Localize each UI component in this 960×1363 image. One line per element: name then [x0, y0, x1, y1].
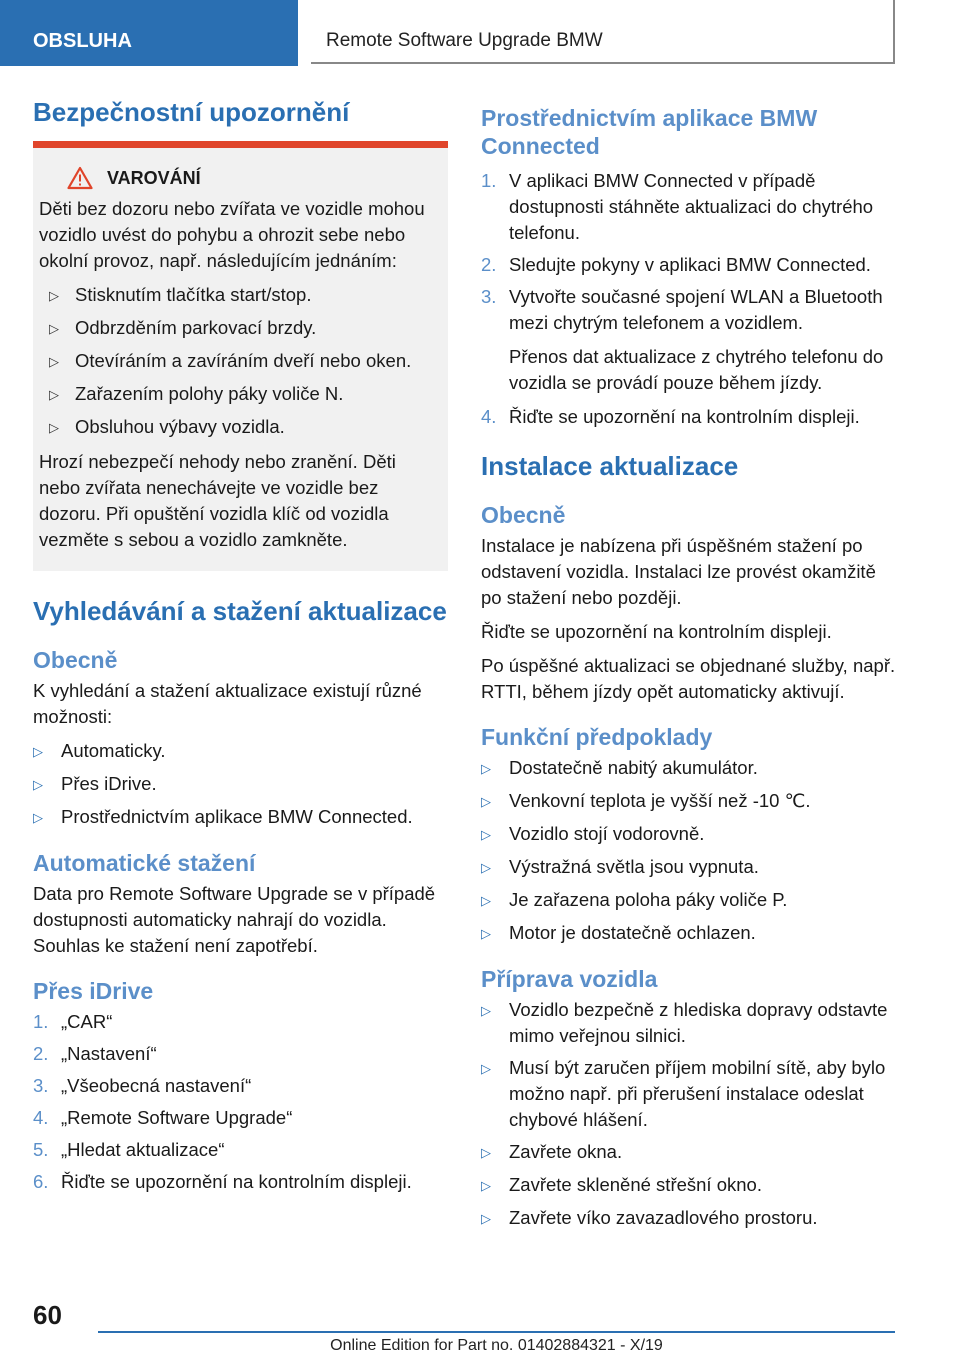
- safety-heading: Bezpečnostní upozornění: [33, 97, 350, 127]
- list-item: ▷ Venkovní teplota je vyšší než -10 ℃.: [481, 788, 901, 815]
- bullet-triangle-icon: ▷: [481, 1061, 491, 1076]
- bullet-triangle-icon: ▷: [481, 827, 491, 842]
- edition-text: Online Edition for Part no. 01402884321 - X/19: [330, 1337, 663, 1354]
- auto-download-text: Data pro Remote Software Upgrade se v případě dostupnosti automaticky nahrají do vozidla. Souhlas ke stažení není zapotřebí.: [33, 883, 436, 956]
- step-item: 3. „Všeobecná nastavení“: [33, 1075, 252, 1096]
- options-list: [33, 738, 448, 831]
- bullet-triangle-icon: ▷: [481, 1003, 491, 1018]
- bullet-triangle-icon: ▷: [49, 354, 59, 369]
- list-item: ▷ Odbrzděním parkovací brzdy.: [39, 315, 436, 342]
- prereq-list: [481, 755, 901, 947]
- list-item: ▷ Otevíráním a zavíráním dveří nebo oken.: [39, 348, 436, 375]
- bullet-triangle-icon: ▷: [481, 1145, 491, 1160]
- list-item: ▷ Přes iDrive.: [33, 771, 448, 798]
- install-text-2: Řiďte se upozornění na kontrolním displeji.: [481, 621, 832, 642]
- step-item: 2. „Nastavení“: [33, 1043, 157, 1064]
- list-item: ▷ Zavřete víko zavazadlového prostoru.: [481, 1205, 901, 1232]
- bullet-triangle-icon: ▷: [481, 1178, 491, 1193]
- list-item: ▷ Zavřete okna.: [481, 1139, 901, 1166]
- bullet-triangle-icon: ▷: [33, 810, 43, 825]
- section-tab: OBSLUHA: [0, 0, 298, 66]
- install-text-1: Instalace je nabízena při úspěšném stažení po odstavení vozidla. Instalaci lze provést okamžitě po stažení nebo později.: [481, 535, 876, 608]
- list-item: ▷ Vozidlo bezpečně z hlediska dopravy odstavte mimo veřejnou silnici.: [481, 997, 901, 1049]
- idrive-steps: [33, 1009, 448, 1195]
- list-item: ▷ Stisknutím tlačítka start/stop.: [39, 282, 436, 309]
- prep-subheading: Příprava vozidla: [481, 966, 658, 992]
- bullet-triangle-icon: ▷: [49, 420, 59, 435]
- list-item: ▷ Je zařazena poloha páky voliče P.: [481, 887, 901, 914]
- install-text-3: Po úspěšné aktualizaci se objednané služby, např. RTTI, během jízdy opět automaticky aktivují.: [481, 655, 896, 702]
- list-item: ▷ Musí být zaručen příjem mobilní sítě, aby bylo možno např. při přerušení instalace odeslat chybové hlášení.: [481, 1055, 901, 1133]
- list-item: ▷ Automaticky.: [33, 738, 448, 765]
- right-column: [481, 104, 901, 1240]
- warning-header: [39, 166, 436, 190]
- page-number: 60: [33, 1300, 62, 1330]
- app-steps-continued: [481, 404, 901, 430]
- step-item: 4. „Remote Software Upgrade“: [33, 1107, 293, 1128]
- list-item: ▷ Zařazením polohy páky voliče N.: [39, 381, 436, 408]
- step-note: Přenos dat aktualizace z chytrého telefonu do vozidla se provádí pouze během jízdy.: [509, 346, 884, 393]
- general-text: K vyhledání a stažení aktualizace existují různé možnosti:: [33, 680, 422, 727]
- list-item: ▷ Vozidlo stojí vodorovně.: [481, 821, 901, 848]
- bullet-triangle-icon: ▷: [33, 744, 43, 759]
- list-item: ▷ Dostatečně nabitý akumulátor.: [481, 755, 901, 782]
- step-item: 3. Vytvořte současné spojení WLAN a Bluetooth mezi chytrým telefonem a vozidlem.: [481, 286, 883, 333]
- search-heading: Vyhledávání a stažení aktualizace: [33, 596, 447, 626]
- list-item: ▷ Výstražná světla jsou vypnuta.: [481, 854, 901, 881]
- bullet-triangle-icon: ▷: [481, 1211, 491, 1226]
- bullet-triangle-icon: ▷: [49, 288, 59, 303]
- bullet-triangle-icon: ▷: [49, 387, 59, 402]
- warning-bar: [33, 141, 448, 148]
- step-item: 4. Řiďte se upozornění na kontrolním displeji.: [481, 406, 860, 427]
- list-item: ▷ Obsluhou výbavy vozidla.: [39, 414, 436, 441]
- bullet-triangle-icon: ▷: [49, 321, 59, 336]
- left-column: [33, 98, 448, 1203]
- bullet-triangle-icon: ▷: [33, 777, 43, 792]
- bullet-triangle-icon: ▷: [481, 761, 491, 776]
- prereq-subheading: Funkční předpoklady: [481, 724, 713, 750]
- bullet-triangle-icon: ▷: [481, 893, 491, 908]
- step-item: 2. Sledujte pokyny v aplikaci BMW Connected.: [481, 254, 871, 275]
- chapter-title: Remote Software Upgrade BMW: [311, 0, 895, 64]
- idrive-subheading: Přes iDrive: [33, 978, 154, 1004]
- step-item: 1. V aplikaci BMW Connected v případě dostupnosti stáhněte aktualizaci do chytrého telefonu.: [481, 170, 874, 243]
- bullet-triangle-icon: ▷: [481, 926, 491, 941]
- footer-edition: [98, 1331, 895, 1363]
- page-header: [0, 0, 960, 66]
- warning-list: [39, 282, 436, 441]
- step-item: 6. Řiďte se upozornění na kontrolním displeji.: [33, 1171, 412, 1192]
- warning-title: VAROVÁNÍ: [107, 167, 201, 188]
- warning-box: [33, 148, 448, 571]
- step-item: 1. „CAR“: [33, 1011, 113, 1032]
- prep-list: [481, 997, 901, 1232]
- bullet-triangle-icon: ▷: [481, 794, 491, 809]
- warning-outro: Hrozí nebezpečí nehody nebo zranění. Děti nebo zvířata nenechávejte ve vozidle bez dozoru. Při opuštění vozidla klíč od vozidla vezměte s sebou a vozidlo zamkněte.: [39, 451, 396, 550]
- app-steps: [481, 168, 901, 336]
- warning-triangle-icon: [67, 166, 93, 190]
- list-item: ▷ Motor je dostatečně ochlazen.: [481, 920, 901, 947]
- warning-intro: Děti bez dozoru nebo zvířata ve vozidle mohou vozidlo uvést do pohybu a ohrozit sebe nebo okolní provoz, např. následujícím jednáním:: [39, 198, 425, 271]
- general-subheading: Obecně: [33, 647, 118, 673]
- auto-download-subheading: Automatické stažení: [33, 850, 256, 876]
- list-item: ▷ Zavřete skleněné střešní okno.: [481, 1172, 901, 1199]
- install-heading: Instalace aktualizace: [481, 451, 739, 481]
- step-item: 5. „Hledat aktualizace“: [33, 1139, 225, 1160]
- install-general-subheading: Obecně: [481, 502, 566, 528]
- bullet-triangle-icon: ▷: [481, 860, 491, 875]
- app-subheading: Prostřednictvím aplikace BMW Connected: [481, 105, 818, 159]
- list-item: ▷ Prostřednictvím aplikace BMW Connected.: [33, 804, 448, 831]
